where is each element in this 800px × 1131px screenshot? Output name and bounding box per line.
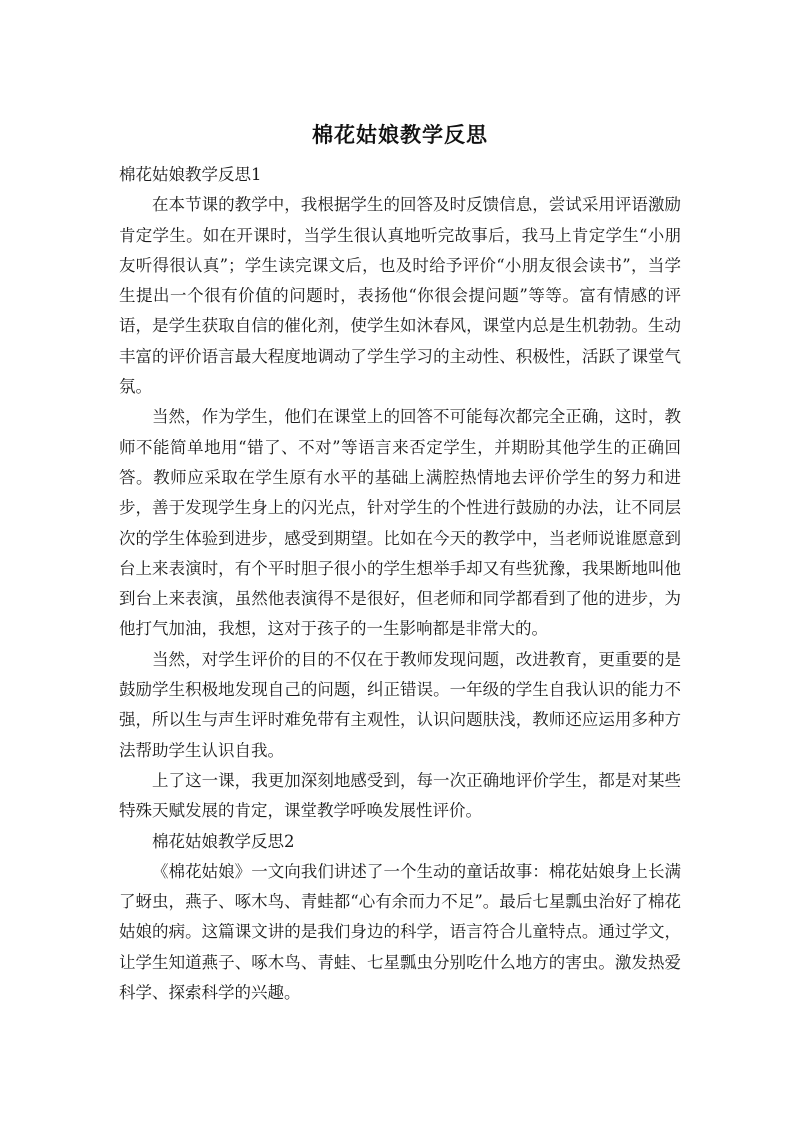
paragraph: 《棉花姑娘》一文向我们讲述了一个生动的童话故事：棉花姑娘身上长满了蚜虫，燕子、啄木鸟、青蛙都“心有余而力不足”。最后七星瓢虫治好了棉花姑娘的病。这篇课文讲的是我们身边的科学，语言符合儿童特点。通过学文，让学生知道燕子、啄木鸟、青蛙、七星瓢虫分别吃什么地方的害虫。激发热爱科学、探索科学的兴趣。: [119, 861, 681, 1003]
section-heading: 棉花姑娘教学反思2: [152, 831, 295, 851]
section-heading: 棉花姑娘教学反思1: [119, 165, 262, 184]
paragraph: 在本节课的教学中，我根据学生的回答及时反馈信息，尝试采用评语激励肯定学生。如在开课时，当学生很认真地听完故事后，我马上肯定学生“小朋友听得很认真”；学生读完课文后，也及时给予评价“小朋友很会读书”，当学生提出一个很有价值的问题时，表扬他“你很会提问题”等等。富有情感的评语，是学生获取自信的催化剂，使学生如沐春风，课堂内总是生机勃勃。生动丰富的评价语言最大程度地调动了学生学习的主动性、积极性，活跃了课堂气氛。: [119, 195, 681, 397]
paragraph: 当然，作为学生，他们在课堂上的回答不可能每次都完全正确，这时，教师不能简单地用“错了、不对”等语言来否定学生，并期盼其他学生的正确回答。教师应采取在学生原有水平的基础上满腔热情地去评价学生的努力和进步，善于发现学生身上的闪光点，针对学生的个性进行鼓励的办法，让不同层次的学生体验到进步，感受到期望。比如在今天的教学中，当老师说谁愿意到台上来表演时，有个平时胆子很小的学生想举手却又有些犹豫，我果断地叫他到台上来表演，虽然他表演得不是很好，但老师和同学都看到了他的进步，为他打气加油，我想，这对于孩子的一生影响都是非常大的。: [119, 407, 681, 639]
document-title: 棉花姑娘教学反思: [312, 123, 488, 147]
paragraph: 当然，对学生评价的目的不仅在于教师发现问题，改进教育，更重要的是鼓励学生积极地发现自己的问题，纠正错误。一年级的学生自我认识的能力不强，所以生与声生评时难免带有主观性，认识问题肤浅，教师还应运用多种方法帮助学生认识自我。: [119, 649, 681, 760]
document-body: [119, 160, 681, 1008]
paragraph: 上了这一课，我更加深刻地感受到，每一次正确地评价学生，都是对某些特殊天赋发展的肯定，课堂教学呼唤发展性评价。: [119, 770, 681, 821]
